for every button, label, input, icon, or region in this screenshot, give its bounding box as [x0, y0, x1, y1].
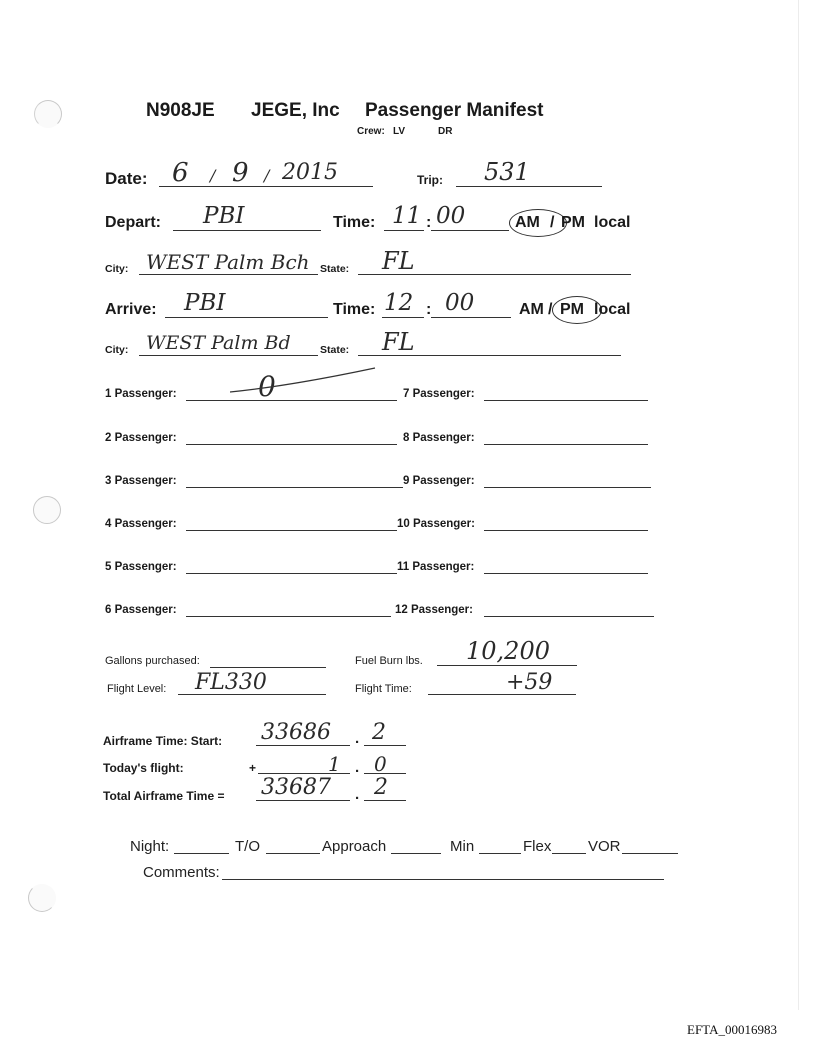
takeoff-label: T/O — [235, 838, 260, 855]
depart-slash: / — [550, 214, 555, 231]
bates-number: EFTA_00016983 — [687, 1022, 777, 1037]
flex-label: Flex — [523, 838, 552, 855]
flight-level-value: FL330 — [195, 670, 267, 695]
tail-number: N908JE — [146, 100, 215, 121]
fuel-burn-value: 10,200 — [466, 637, 550, 665]
passenger-12-line — [484, 616, 654, 617]
passenger-2-label: 2 Passenger: — [105, 432, 177, 444]
min-label: Min — [450, 838, 475, 855]
todays-flight-tenths-value: 0 — [374, 752, 387, 776]
passenger-3-label: 3 Passenger: — [105, 475, 177, 487]
night-label: Night: — [130, 838, 170, 855]
passenger-11-line — [484, 573, 648, 574]
flight-time-line — [428, 694, 576, 695]
total-airframe-whole-line — [256, 800, 350, 801]
trip-label: Trip: — [417, 173, 443, 187]
arrive-minute-line — [431, 317, 511, 318]
depart-colon: : — [426, 214, 432, 231]
page-edge-shadow — [798, 0, 799, 1010]
todays-flight-dot: . — [355, 759, 360, 776]
depart-airport-line — [173, 230, 321, 231]
page-title: Passenger Manifest — [365, 100, 544, 121]
night-line — [174, 853, 229, 854]
arrive-state-value: FL — [382, 328, 415, 356]
arrive-city-line — [139, 355, 318, 356]
depart-am-option[interactable]: AM — [515, 214, 540, 231]
depart-time-label: Time: — [333, 214, 376, 231]
passenger-7-label: 7 Passenger: — [403, 388, 475, 400]
flight-level-label: Flight Level: — [107, 683, 167, 695]
arrive-minute-value: 00 — [445, 290, 475, 316]
arrive-hour-value: 12 — [384, 290, 414, 316]
date-line — [159, 186, 373, 187]
date-sep-1: / — [210, 166, 216, 185]
depart-state-value: FL — [382, 247, 415, 275]
arrive-city-label: City: — [105, 344, 129, 356]
fuel-burn-label: Fuel Burn lbs. — [355, 655, 423, 667]
company-name: JEGE, Inc — [251, 100, 340, 121]
depart-hour-line — [384, 230, 424, 231]
passenger-1-strike-mark — [230, 366, 380, 396]
airframe-start-whole-line — [256, 745, 350, 746]
crew-label: Crew: — [357, 126, 385, 137]
passenger-10-label: 10 Passenger: — [397, 518, 475, 530]
comments-line — [222, 879, 664, 880]
flex-line — [552, 853, 586, 854]
arrive-slash: / — [548, 301, 553, 318]
crew-member-1: LV — [393, 126, 406, 137]
passenger-8-line — [484, 444, 648, 445]
date-year-value: 2015 — [282, 160, 338, 185]
depart-city-value: WEST Palm Bch — [146, 250, 310, 274]
depart-hour-value: 11 — [392, 203, 422, 229]
vor-label: VOR — [588, 838, 621, 855]
fuel-burn-line — [437, 665, 577, 666]
passenger-9-line — [484, 487, 651, 488]
passenger-5-label: 5 Passenger: — [105, 561, 177, 573]
depart-city-line — [139, 274, 318, 275]
date-label: Date: — [105, 169, 148, 188]
approach-label: Approach — [322, 838, 387, 855]
passenger-12-label: 12 Passenger: — [395, 604, 473, 616]
airframe-start-whole-value: 33686 — [261, 720, 331, 745]
arrive-airport-value: PBI — [184, 290, 226, 316]
date-sep-2: / — [264, 166, 270, 185]
arrive-time-label: Time: — [333, 301, 376, 318]
arrive-state-label: State: — [320, 344, 350, 356]
airframe-start-dot: . — [355, 730, 360, 747]
arrive-local-label: local — [594, 301, 631, 318]
approach-line — [391, 853, 441, 854]
trip-line — [456, 186, 602, 187]
passenger-4-label: 4 Passenger: — [105, 518, 177, 530]
date-month-value: 6 — [172, 158, 189, 188]
todays-flight-label: Today's flight: — [103, 761, 184, 775]
passenger-8-label: 8 Passenger: — [403, 432, 475, 444]
passenger-9-label: 9 Passenger: — [403, 475, 475, 487]
arrive-colon: : — [426, 301, 432, 318]
total-airframe-tenths-value: 2 — [374, 775, 388, 800]
passenger-7-line — [484, 400, 648, 401]
passenger-1-value: 0 — [258, 370, 276, 403]
date-day-value: 9 — [232, 158, 249, 188]
depart-label: Depart: — [105, 214, 162, 231]
arrive-airport-line — [165, 317, 328, 318]
depart-city-label: City: — [105, 263, 129, 275]
passenger-4-line — [186, 530, 397, 531]
total-airframe-label: Total Airframe Time = — [103, 789, 225, 803]
arrive-am-option[interactable]: AM — [519, 301, 544, 318]
binder-hole-bottom — [28, 884, 56, 912]
arrive-pm-option[interactable]: PM — [560, 301, 584, 318]
passenger-10-line — [484, 530, 648, 531]
todays-flight-whole-value: 1 — [328, 752, 341, 776]
arrive-city-value: WEST Palm Bd — [146, 332, 291, 354]
depart-state-label: State: — [320, 263, 350, 275]
vor-line — [622, 853, 678, 854]
total-airframe-tenths-line — [364, 800, 406, 801]
binder-hole-middle — [33, 496, 61, 524]
gallons-purchased-label: Gallons purchased: — [105, 655, 200, 667]
todays-flight-plus: + — [249, 761, 257, 775]
depart-pm-option[interactable]: PM — [561, 214, 585, 231]
passenger-6-label: 6 Passenger: — [105, 604, 177, 616]
airframe-start-label: Airframe Time: Start: — [103, 734, 223, 748]
arrive-label: Arrive: — [105, 301, 157, 318]
passenger-1-line — [186, 400, 397, 401]
crew-member-2: DR — [438, 126, 453, 137]
passenger-2-line — [186, 444, 397, 445]
arrive-hour-line — [382, 317, 424, 318]
airframe-start-tenths-value: 2 — [372, 720, 386, 745]
depart-airport-value: PBI — [203, 203, 245, 229]
airframe-start-tenths-line — [364, 745, 406, 746]
min-line — [479, 853, 521, 854]
passenger-11-label: 11 Passenger: — [397, 561, 475, 573]
binder-hole-top — [34, 100, 62, 128]
passenger-5-line — [186, 573, 397, 574]
passenger-3-line — [186, 487, 403, 488]
total-airframe-dot: . — [355, 786, 360, 803]
gallons-purchased-line — [210, 667, 326, 668]
comments-label: Comments: — [143, 864, 220, 881]
takeoff-line — [266, 853, 320, 854]
flight-time-value: +59 — [506, 670, 553, 695]
depart-local-label: local — [594, 214, 631, 231]
depart-minute-line — [431, 230, 509, 231]
flight-time-label: Flight Time: — [355, 683, 412, 695]
passenger-1-label: 1 Passenger: — [105, 388, 177, 400]
trip-value: 531 — [484, 158, 530, 186]
passenger-6-line — [186, 616, 391, 617]
depart-minute-value: 00 — [436, 203, 466, 229]
total-airframe-whole-value: 33687 — [261, 775, 331, 800]
